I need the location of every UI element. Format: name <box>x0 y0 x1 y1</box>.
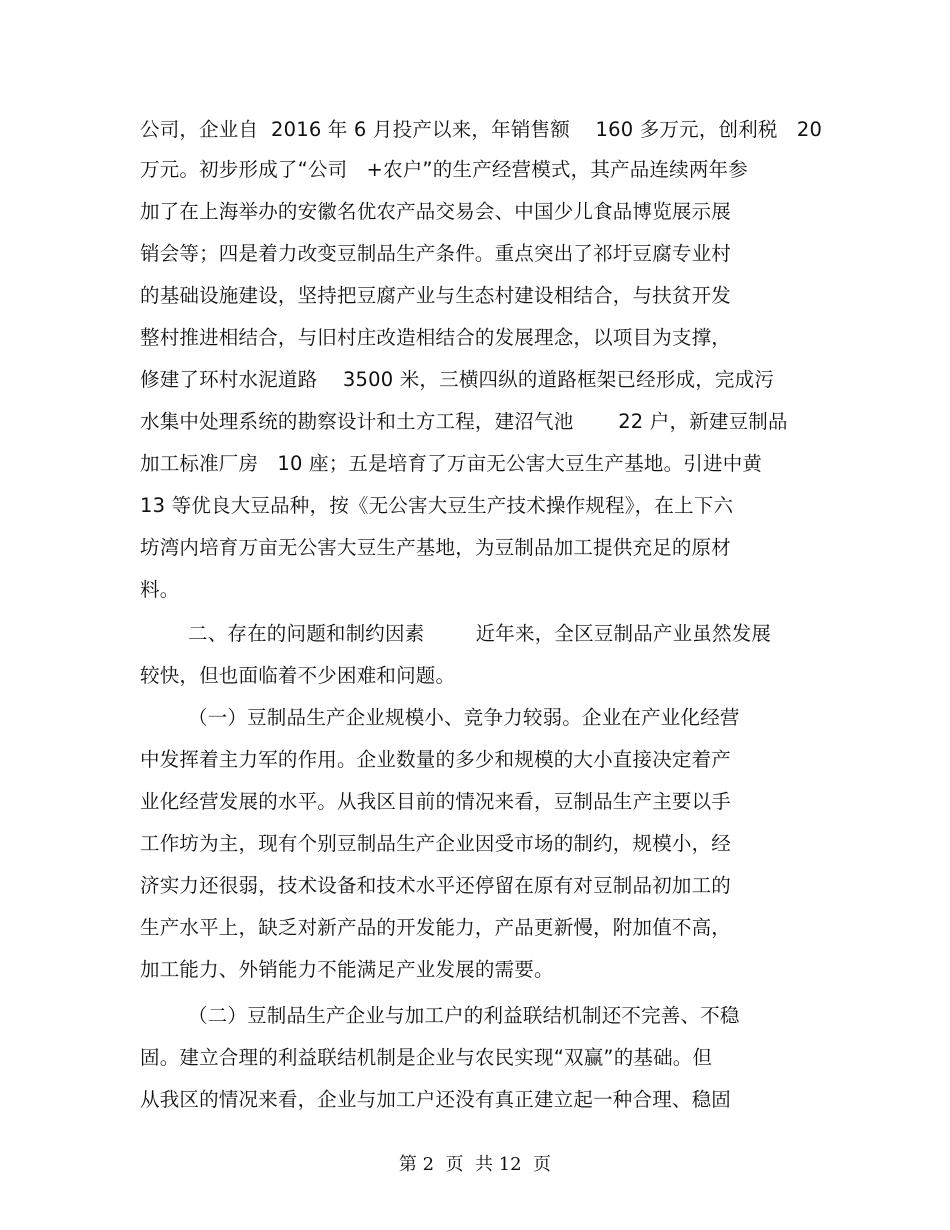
page-number-footer: 第 2 页 共 12 页 <box>398 1154 552 1175</box>
body-line-3: 加了在上海举办的安徽名优农产品交易会、中国少儿食品博览展示展 <box>140 200 732 223</box>
body-line-4: 销会等；四是着力改变豆制品生产条件。重点突出了祁圩豆腐专业村 <box>140 242 732 265</box>
body-line-20: 生产水平上，缺乏对新产品的开发能力，产品更新慢，附加值不高， <box>140 916 732 939</box>
body-line-7: 修建了环村水泥道路 3500 米，三横四纵的道路框架已经形成，完成污 <box>140 368 775 391</box>
body-line-1: 公司，企业自 2016 年 6 月投产以来，年销售额 160 多万元，创利税 20 <box>140 118 823 141</box>
body-line-14: 较快，但也面临着不少困难和问题。 <box>140 664 456 687</box>
body-line-6: 整村推进相结合，与旧村庄改造相结合的发展理念，以项目为支撑， <box>140 326 732 349</box>
subheading-line-2: （二）豆制品生产企业与加工户的利益联结机制还不完善、不稳 <box>188 1004 740 1027</box>
body-line-21: 加工能力、外销能力不能满足产业发展的需要。 <box>140 958 554 981</box>
body-line-24: 从我区的情况来看，企业与加工户还没有真正建立起一种合理、稳固 <box>140 1088 732 1111</box>
body-line-18: 工作坊为主，现有个别豆制品生产企业因受市场的制约，规模小，经 <box>140 832 732 855</box>
body-line-19: 济实力还很弱，技术设备和技术水平还停留在原有对豆制品初加工的 <box>140 874 732 897</box>
body-line-2: 万元。初步形成了“公司 +农户”的生产经营模式，其产品连续两年参 <box>140 158 748 181</box>
subheading-line-1: （一）豆制品生产企业规模小、竞争力较弱。企业在产业化经营 <box>188 706 740 729</box>
body-line-5: 的基础设施建设，坚持把豆腐产业与生态村建设相结合，与扶贫开发 <box>140 284 732 307</box>
body-line-11: 坊湾内培育万亩无公害大豆生产基地，为豆制品加工提供充足的原材 <box>140 536 732 559</box>
body-line-17: 业化经营发展的水平。从我区目前的情况来看，豆制品生产主要以手 <box>140 790 732 813</box>
body-line-12: 料。 <box>140 578 180 601</box>
body-line-10: 13 等优良大豆品种，按《无公害大豆生产技术操作规程》，在上下六 <box>140 494 734 517</box>
body-line-23: 固。建立合理的利益联结机制是企业与农民实现“双赢”的基础。但 <box>140 1046 713 1069</box>
body-line-16: 中发挥着主力军的作用。企业数量的多少和规模的大小直接决定着产 <box>140 748 732 771</box>
body-line-8: 水集中处理系统的勘察设计和土方工程，建沼气池 22 户，新建豆制品 <box>140 410 788 433</box>
body-line-9: 加工标准厂房 10 座；五是培育了万亩无公害大豆生产基地。引进中黄 <box>140 452 763 475</box>
section-heading-line: 二、存在的问题和制约因素 近年来，全区豆制品产业虽然发展 <box>188 622 772 645</box>
